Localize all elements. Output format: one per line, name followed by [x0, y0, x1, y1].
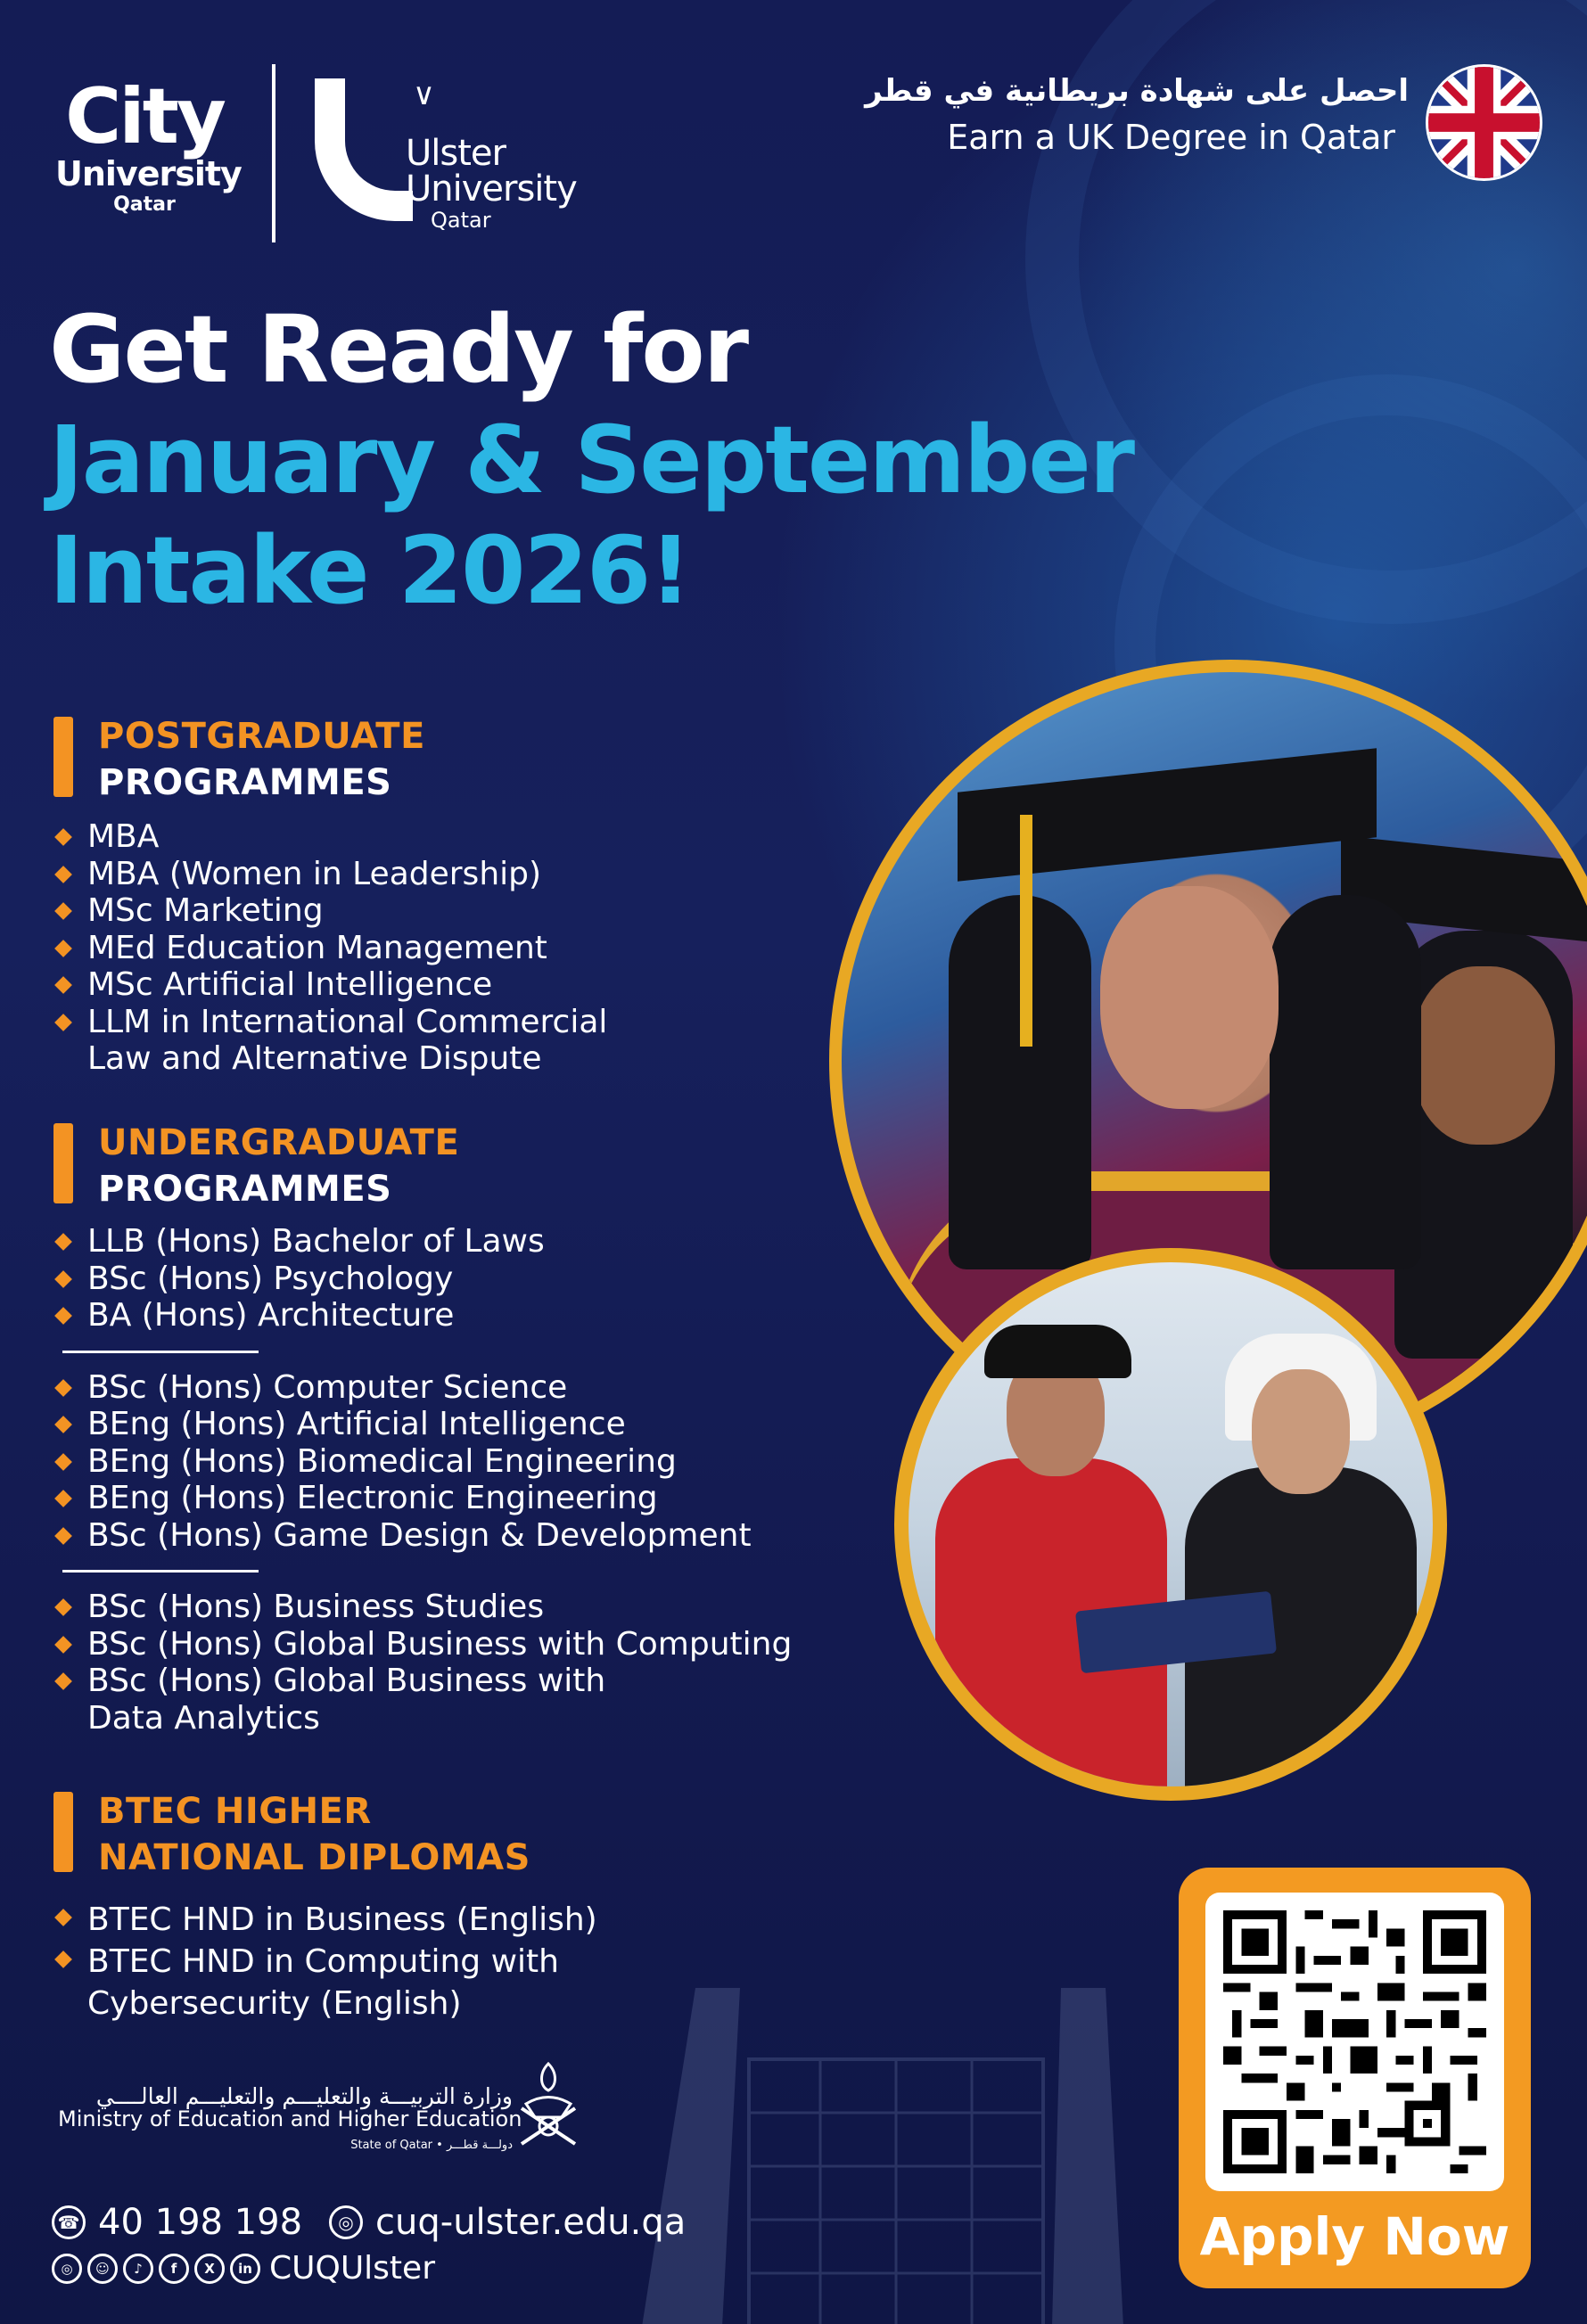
undergraduate-list-group3 — [53, 1589, 792, 1737]
undergraduate-list-group2 — [53, 1369, 792, 1555]
list-item: BSc (Hons) Psychology — [53, 1261, 792, 1298]
instagram-icon[interactable]: ◎ — [52, 2254, 82, 2284]
apply-now-button[interactable]: Apply Now — [1199, 2206, 1510, 2267]
undergraduate-subtitle: PROGRAMMES — [98, 1169, 392, 1210]
list-item: BTEC HND in Computing with — [53, 1941, 597, 1983]
facebook-icon[interactable]: f — [159, 2254, 189, 2284]
list-item: MSc Artificial Intelligence — [53, 966, 607, 1004]
headline — [49, 294, 1133, 626]
list-divider — [62, 1351, 259, 1353]
uk-degree-arabic-text: احصل على شهادة بريطانية في قطر — [865, 73, 1409, 109]
list-item: MEd Education Management — [53, 930, 607, 967]
headline-line3: Intake 2026! — [49, 516, 690, 625]
ulster-logo-line2: University — [406, 168, 577, 209]
postgraduate-heading — [53, 713, 607, 806]
ministry-logo — [58, 2046, 584, 2171]
linkedin-icon[interactable]: in — [230, 2254, 260, 2284]
ulster-logo-line3: Qatar — [431, 208, 491, 233]
phone-icon: ☎ — [52, 2205, 86, 2239]
list-item: MBA (Women in Leadership) — [53, 856, 607, 893]
list-item: BTEC HND in Business (English) — [53, 1899, 597, 1941]
qr-code[interactable] — [1205, 1893, 1504, 2191]
btec-title: BTEC HIGHER — [98, 1791, 372, 1832]
list-item: BSc (Hons) Game Design & Development — [53, 1517, 792, 1555]
ulster-u-mark-icon — [315, 78, 413, 221]
phone-number[interactable]: 40 198 198 — [98, 2202, 303, 2243]
apply-now-card[interactable] — [1179, 1868, 1531, 2288]
tiktok-icon[interactable]: ♪ — [123, 2254, 153, 2284]
list-item: MBA — [53, 818, 607, 856]
ulster-university-logo — [308, 71, 593, 232]
list-item: LLM in International Commercial — [53, 1004, 607, 1041]
social-handle: CUQUlster — [269, 2250, 435, 2287]
undergraduate-list-group1 — [53, 1223, 792, 1334]
list-item: MSc Marketing — [53, 892, 607, 930]
list-item: BEng (Hons) Electronic Engineering — [53, 1480, 792, 1517]
contact-row — [52, 2202, 686, 2243]
postgraduate-subtitle: PROGRAMMES — [98, 762, 392, 803]
ulster-logo-line1: Ulster — [406, 133, 506, 174]
list-item: Data Analytics — [87, 1699, 320, 1737]
list-item: BSc (Hons) Global Business with — [53, 1663, 792, 1700]
ministry-english-text: Ministry of Education and Higher Education — [58, 2106, 522, 2131]
undergraduate-heading — [53, 1120, 792, 1212]
qatar-emblem-icon — [513, 2055, 584, 2153]
list-item: BSc (Hons) Business Studies — [53, 1589, 792, 1626]
globe-icon: ◎ — [329, 2205, 363, 2239]
undergraduate-section — [53, 1120, 792, 1737]
ceremony-photo — [894, 1248, 1447, 1801]
postgraduate-section — [53, 713, 607, 1078]
undergraduate-title: UNDERGRADUATE — [98, 1122, 460, 1163]
social-row — [52, 2250, 435, 2287]
logo-divider — [272, 64, 275, 242]
uk-degree-english-text: Earn a UK Degree in Qatar — [947, 118, 1395, 157]
postgraduate-list — [53, 818, 607, 1078]
list-item: BEng (Hons) Artificial Intelligence — [53, 1406, 792, 1443]
list-item: LLB (Hons) Bachelor of Laws — [53, 1223, 792, 1261]
x-icon[interactable]: X — [194, 2254, 225, 2284]
list-item: Law and Alternative Dispute — [87, 1040, 542, 1077]
list-item: BSc (Hons) Global Business with Computing — [53, 1626, 792, 1663]
list-item: BEng (Hons) Biomedical Engineering — [53, 1443, 792, 1481]
snapchat-icon[interactable]: ☺ — [87, 2254, 118, 2284]
postgraduate-title: POSTGRADUATE — [98, 716, 425, 757]
ministry-state-text: State of Qatar • دولـــة قطـــر — [350, 2139, 513, 2152]
ministry-arabic-text: وزارة التربيـــة والتعليـــم والتعليـــم العالــــي — [95, 2083, 513, 2109]
btec-section — [53, 1788, 597, 2024]
city-university-logo — [55, 72, 242, 218]
headline-line1: Get Ready for — [49, 295, 748, 404]
btec-subtitle: NATIONAL DIPLOMAS — [98, 1837, 530, 1878]
section-accent-bar — [53, 1792, 73, 1872]
city-logo-line1: City — [65, 72, 224, 161]
list-item: BSc (Hons) Computer Science — [53, 1369, 792, 1407]
list-item: Cybersecurity (English) — [87, 1985, 462, 2022]
website-link[interactable]: cuq-ulster.edu.qa — [375, 2202, 687, 2243]
list-divider — [62, 1570, 259, 1573]
section-accent-bar — [53, 1123, 73, 1203]
city-logo-line3: Qatar — [113, 193, 176, 216]
headline-line2: January & September — [49, 406, 1134, 514]
list-item: BA (Hons) Architecture — [53, 1297, 792, 1334]
section-accent-bar — [53, 717, 73, 797]
city-logo-line2: University — [55, 154, 242, 193]
ulster-swoosh-icon: ∨ — [413, 77, 435, 112]
uk-flag-icon — [1426, 64, 1542, 181]
btec-heading — [53, 1788, 597, 1881]
building-silhouette-graphic — [642, 1934, 1123, 2324]
btec-list — [53, 1899, 597, 2024]
